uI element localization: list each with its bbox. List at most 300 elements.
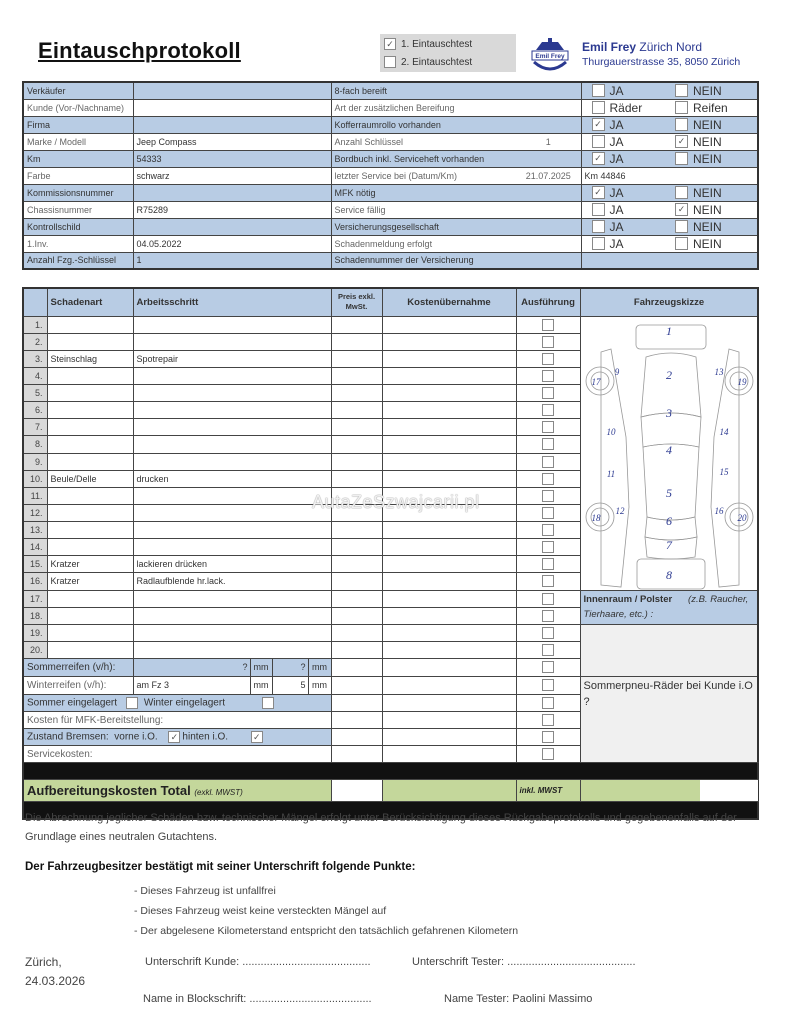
kosten-cell[interactable] (382, 522, 516, 539)
kosten-cell[interactable] (382, 556, 516, 573)
vehicle-field-value[interactable]: Jeep Compass (133, 133, 331, 150)
checkbox-option-1[interactable]: ✓ (592, 186, 605, 199)
arbeitsschritt-cell[interactable] (133, 624, 331, 641)
preis-cell[interactable] (331, 711, 382, 728)
winter-eingelagert-checkbox[interactable] (262, 697, 274, 709)
check-label: Schadennummer der Versicherung (331, 252, 516, 269)
preis-cell[interactable] (331, 539, 382, 556)
sketch-zone-20[interactable]: 20 (737, 512, 746, 523)
row-number: 14. (23, 539, 47, 556)
ausfuehrung-checkbox[interactable] (542, 610, 554, 622)
row-number: 13. (23, 522, 47, 539)
arbeitsschritt-cell[interactable] (133, 419, 331, 436)
kosten-cell[interactable] (382, 711, 516, 728)
option-1[interactable] (592, 237, 661, 251)
schadenart-cell[interactable] (47, 385, 133, 402)
option-1[interactable] (592, 101, 661, 115)
vehicle-field-label: 1.Inv. (23, 235, 133, 252)
disclaimer-paragraph: Die Abrechnung jeglicher Schäden bzw. technischer Mängel erfolgt unter Berücksichtigung dieses Rückgabeprotokolls und gegebenenfalls auf der Grundlage eines neutralen Gutachtens. (25, 812, 737, 843)
sommer-eingelagert-checkbox[interactable] (126, 697, 138, 709)
check-extra (516, 99, 581, 116)
preis-cell[interactable] (331, 436, 382, 453)
sketch-zone-11[interactable]: 11 (606, 468, 615, 479)
preis-cell[interactable] (331, 658, 382, 676)
schadenart-cell[interactable] (47, 402, 133, 419)
check-extra: 1 (516, 133, 581, 150)
checkbox-option-2[interactable]: ✓ (675, 135, 688, 148)
header-skizze: Fahrzeugskizze (580, 288, 758, 316)
unit-label: mm (312, 661, 327, 672)
schadenart-cell[interactable] (47, 436, 133, 453)
ausfuehrung-checkbox[interactable] (542, 593, 554, 605)
damage-row (23, 316, 758, 333)
servicekosten-label: Servicekosten: (23, 746, 331, 763)
arbeitsschritt-cell[interactable] (133, 453, 331, 470)
ausfuehrung-checkbox[interactable] (542, 370, 554, 382)
check-label: Kofferraumrollo vorhanden (331, 116, 516, 133)
schadenart-cell[interactable] (47, 367, 133, 384)
kosten-cell[interactable] (382, 539, 516, 556)
vehicle-field-label: Chassisnummer (23, 201, 133, 218)
header-ausfuehrung: Ausführung (516, 288, 580, 316)
unit-label: mm (312, 679, 327, 690)
check-text-value[interactable] (581, 252, 758, 269)
ausfuehrung-checkbox[interactable] (542, 438, 554, 450)
ausfuehrung-checkbox[interactable] (542, 524, 554, 536)
checkbox-option-1[interactable] (592, 135, 605, 148)
winter-note[interactable]: am Fz 3 (134, 677, 251, 694)
damage-row (23, 624, 758, 641)
row-number: 1. (23, 316, 47, 333)
header-kosten: Kostenübernahme (382, 288, 516, 316)
bremsen-hinten-checkbox[interactable]: ✓ (251, 731, 263, 743)
option-1[interactable] (592, 152, 661, 166)
option-1-label: JA (609, 134, 624, 149)
row-number: 2. (23, 333, 47, 350)
total-kosten (382, 780, 516, 802)
check-extra (516, 218, 581, 235)
arbeitsschritt-cell[interactable]: Radlaufblende hr.lack. (133, 573, 331, 590)
kosten-cell[interactable] (382, 436, 516, 453)
bremsen-vorne-label: vorne i.O. (114, 731, 158, 743)
ausfuehrung-checkbox[interactable] (542, 507, 554, 519)
sketch-zone-3[interactable]: 3 (665, 405, 672, 420)
row-number: 8. (23, 436, 47, 453)
ausfuehrung-checkbox[interactable] (542, 679, 554, 691)
arbeitsschritt-cell[interactable]: Spotrepair (133, 350, 331, 367)
schadenart-cell[interactable]: Kratzer (47, 556, 133, 573)
preis-cell[interactable] (331, 385, 382, 402)
vehicle-field-value[interactable] (133, 184, 331, 201)
ausfuehrung-checkbox[interactable] (542, 404, 554, 416)
checkbox-option-2[interactable] (675, 186, 688, 199)
preis-cell[interactable] (331, 590, 382, 607)
arbeitsschritt-cell[interactable] (133, 641, 331, 658)
total-label: Aufbereitungskosten Total (27, 783, 191, 799)
row-number: 18. (23, 607, 47, 624)
kosten-cell[interactable] (382, 624, 516, 641)
checkbox-option-2[interactable] (675, 101, 688, 114)
row-number: 5. (23, 385, 47, 402)
arbeitsschritt-cell[interactable] (133, 402, 331, 419)
option-1-label: JA (609, 117, 624, 132)
checkbox-option-1[interactable]: ✓ (592, 152, 605, 165)
sketch-zone-7[interactable]: 7 (665, 537, 672, 552)
summary-row (23, 676, 758, 694)
option-2-label: NEIN (693, 83, 722, 98)
ausfuehrung-checkbox[interactable] (542, 644, 554, 656)
schadenart-cell[interactable] (47, 590, 133, 607)
arbeitsschritt-cell[interactable] (133, 367, 331, 384)
unit-label: mm (251, 659, 273, 676)
preis-cell[interactable] (331, 453, 382, 470)
confirmation-heading: Der Fahrzeugbesitzer bestätigt mit seiner Unterschrift folgende Punkte: (25, 861, 416, 873)
kosten-cell[interactable] (382, 453, 516, 470)
preis-cell[interactable] (331, 624, 382, 641)
schadenart-cell[interactable] (47, 419, 133, 436)
ausfuehrung-checkbox[interactable] (542, 336, 554, 348)
vehicle-info-table (22, 81, 759, 270)
sketch-zone-13[interactable]: 13 (714, 366, 723, 377)
schadenart-cell[interactable] (47, 624, 133, 641)
schadenart-cell[interactable] (47, 607, 133, 624)
vehicle-field-value[interactable] (133, 82, 331, 99)
check-extra (516, 150, 581, 167)
sketch-zone-12[interactable]: 12 (615, 505, 624, 516)
preis-cell[interactable] (331, 470, 382, 487)
vehicle-info-row (23, 150, 758, 167)
sketch-zone-15[interactable]: 15 (719, 466, 728, 477)
ausfuehrung-checkbox[interactable] (542, 697, 554, 709)
vehicle-info-row (23, 133, 758, 150)
schadenart-cell[interactable]: Steinschlag (47, 350, 133, 367)
check-extra (516, 252, 581, 269)
sketch-zone-19[interactable]: 19 (737, 376, 746, 387)
sketch-zone-6[interactable]: 6 (665, 513, 672, 528)
option-2[interactable] (675, 135, 754, 149)
option-1-label: JA (609, 83, 624, 98)
preis-cell[interactable] (331, 641, 382, 658)
preis-cell[interactable] (331, 746, 382, 763)
option-2-label: NEIN (693, 236, 722, 251)
checkbox-option-2[interactable] (675, 84, 688, 97)
preis-cell[interactable] (331, 402, 382, 419)
sketch-zone-8[interactable]: 8 (665, 567, 672, 582)
innenraum-heading (580, 590, 758, 624)
sketch-zone-9[interactable]: 9 (614, 366, 619, 377)
total-price-inkl[interactable] (700, 780, 758, 801)
damage-header-row (23, 288, 758, 316)
ausfuehrung-checkbox[interactable] (542, 387, 554, 399)
preis-cell[interactable] (331, 350, 382, 367)
schadenart-cell[interactable] (47, 487, 133, 504)
kosten-cell[interactable] (382, 590, 516, 607)
kosten-cell[interactable] (382, 350, 516, 367)
bemerkungen-field[interactable]: Sommerpneu-Räder bei Kunde i.O ? (580, 676, 758, 762)
vehicle-field-value[interactable]: 1 (133, 252, 331, 269)
total-price-exkl[interactable] (331, 780, 382, 802)
winter-rear-value[interactable]: 5 (273, 677, 309, 694)
sketch-zone-5[interactable]: 5 (665, 485, 672, 500)
check-label: Art der zusätzlichen Bereifung (331, 99, 516, 116)
name-block-letters[interactable]: Name in Blockschrift: ........................................ (143, 993, 372, 1005)
vehicle-field-label: Kontrollschild (23, 218, 133, 235)
sommerreifen-label: Sommerreifen (v/h): (23, 658, 133, 676)
brand-name (582, 40, 702, 54)
option-1-label: JA (609, 151, 624, 166)
ausfuehrung-checkbox[interactable] (542, 714, 554, 726)
sketch-zone-2[interactable]: 2 (665, 367, 672, 382)
ausfuehrung-checkbox[interactable] (542, 558, 554, 570)
arbeitsschritt-cell[interactable] (133, 607, 331, 624)
check-extra (516, 82, 581, 99)
preis-cell[interactable] (331, 367, 382, 384)
schadenart-cell[interactable] (47, 504, 133, 521)
checkbox-option-2[interactable] (675, 118, 688, 131)
sketch-zone-17[interactable]: 17 (591, 376, 600, 387)
arbeitsschritt-cell[interactable] (133, 539, 331, 556)
kosten-cell[interactable] (382, 573, 516, 590)
option-2[interactable] (675, 186, 754, 200)
option-1-label: Räder (609, 100, 643, 115)
vehicle-field-value[interactable]: schwarz (133, 167, 331, 184)
place: Zürich, (25, 955, 62, 969)
check-extra: 21.07.2025 (516, 167, 581, 184)
sketch-zone-4[interactable]: 4 (665, 442, 672, 457)
arbeitsschritt-cell[interactable] (133, 333, 331, 350)
ausfuehrung-checkbox[interactable] (542, 731, 554, 743)
test-option-2-label: 2. Eintauschtest (401, 56, 473, 68)
arbeitsschritt-cell[interactable] (133, 487, 331, 504)
vehicle-field-value[interactable] (133, 218, 331, 235)
ausfuehrung-checkbox[interactable] (542, 473, 554, 485)
preis-cell[interactable] (331, 694, 382, 711)
vehicle-info-row (23, 116, 758, 133)
row-number: 20. (23, 641, 47, 658)
ausfuehrung-checkbox[interactable] (542, 575, 554, 587)
vehicle-field-value[interactable]: R75289 (133, 201, 331, 218)
vehicle-field-label: Km (23, 150, 133, 167)
kosten-cell[interactable] (382, 746, 516, 763)
preis-cell[interactable] (331, 607, 382, 624)
kosten-cell[interactable] (382, 316, 516, 333)
kosten-cell[interactable] (382, 729, 516, 746)
brand-location: Zürich Nord (636, 40, 703, 54)
checkbox-option-1[interactable] (592, 220, 605, 233)
sommer-rear-value[interactable]: ? (273, 659, 309, 676)
check-label: letzter Service bei (Datum/Km) (331, 167, 516, 184)
sommer-front-value[interactable]: ? (134, 659, 251, 676)
kosten-cell[interactable] (382, 333, 516, 350)
ausfuehrung-checkbox[interactable] (542, 541, 554, 553)
checkbox-test-1[interactable]: ✓ (384, 38, 396, 50)
bremsen-vorne-checkbox[interactable]: ✓ (168, 731, 180, 743)
kosten-cell[interactable] (382, 676, 516, 694)
schadenart-cell[interactable] (47, 316, 133, 333)
vehicle-field-value[interactable]: 04.05.2022 (133, 235, 331, 252)
option-2[interactable] (675, 84, 754, 98)
ausfuehrung-checkbox[interactable] (542, 627, 554, 639)
arbeitsschritt-cell[interactable]: lackieren drücken (133, 556, 331, 573)
sketch-zone-14[interactable]: 14 (719, 426, 728, 437)
kosten-cell[interactable] (382, 385, 516, 402)
option-1-label: JA (609, 236, 624, 251)
schadenart-cell[interactable] (47, 641, 133, 658)
ausfuehrung-checkbox[interactable] (542, 319, 554, 331)
check-label: Schadenmeldung erfolgt (331, 235, 516, 252)
option-1[interactable] (592, 220, 661, 234)
option-2[interactable] (675, 101, 754, 115)
arbeitsschritt-cell[interactable] (133, 385, 331, 402)
test-option-1-label: 1. Eintauschtest (401, 38, 473, 50)
kosten-cell[interactable] (382, 402, 516, 419)
vehicle-sketch[interactable] (580, 316, 758, 590)
sketch-zone-16[interactable]: 16 (714, 505, 723, 516)
row-number: 16. (23, 573, 47, 590)
checkbox-test-2[interactable] (384, 56, 396, 68)
option-2[interactable] (675, 118, 754, 132)
signature-tester[interactable]: Unterschrift Tester: .......................................... (412, 956, 636, 968)
option-1-label: JA (609, 185, 624, 200)
inkl-mwst-label: inkl. MWST (516, 780, 580, 802)
brand-bold: Emil Frey (582, 40, 637, 54)
option-1[interactable] (592, 84, 661, 98)
preis-cell[interactable] (331, 419, 382, 436)
kosten-cell[interactable] (382, 419, 516, 436)
divider (23, 763, 758, 780)
preis-cell[interactable] (331, 676, 382, 694)
vehicle-field-label: Farbe (23, 167, 133, 184)
schadenart-cell[interactable] (47, 522, 133, 539)
row-number: 9. (23, 453, 47, 470)
checkbox-option-1[interactable] (592, 84, 605, 97)
check-label: Anzahl Schlüssel (331, 133, 516, 150)
header-arbeitsschritt: Arbeitsschritt (133, 288, 331, 316)
test-option-1[interactable] (384, 38, 472, 50)
kosten-cell[interactable] (382, 658, 516, 676)
vehicle-info-row (23, 218, 758, 235)
arbeitsschritt-cell[interactable] (133, 590, 331, 607)
vehicle-info-row (23, 99, 758, 116)
page-title: Eintauschprotokoll (38, 38, 241, 63)
arbeitsschritt-cell[interactable]: drucken (133, 470, 331, 487)
damage-row (23, 590, 758, 607)
kosten-cell[interactable] (382, 607, 516, 624)
checkbox-option-2[interactable] (675, 220, 688, 233)
check-extra (516, 116, 581, 133)
schadenart-cell[interactable]: Kratzer (47, 573, 133, 590)
option-2[interactable] (675, 220, 754, 234)
schadenart-cell[interactable] (47, 539, 133, 556)
option-1[interactable] (592, 135, 661, 149)
option-2[interactable] (675, 237, 754, 251)
arbeitsschritt-cell[interactable] (133, 316, 331, 333)
option-2-label: NEIN (693, 219, 722, 234)
row-number: 3. (23, 350, 47, 367)
arbeitsschritt-cell[interactable] (133, 504, 331, 521)
ausfuehrung-checkbox[interactable] (542, 661, 554, 673)
kosten-cell[interactable] (382, 641, 516, 658)
kosten-cell[interactable] (382, 694, 516, 711)
vehicle-info-row (23, 235, 758, 252)
bremsen-label: Zustand Bremsen: (27, 731, 109, 743)
signature-customer[interactable]: Unterschrift Kunde: .......................................... (145, 956, 371, 968)
kosten-cell[interactable] (382, 367, 516, 384)
row-number: 15. (23, 556, 47, 573)
innenraum-field[interactable] (580, 624, 758, 676)
option-2-label: NEIN (693, 151, 722, 166)
schadenart-cell[interactable]: Beule/Delle (47, 470, 133, 487)
vehicle-info-row (23, 167, 758, 184)
ausfuehrung-checkbox[interactable] (542, 490, 554, 502)
confirmation-item: - Der abgelesene Kilometerstand entspricht den tatsächlich gefahrenen Kilometern (134, 925, 519, 937)
test-option-2[interactable] (384, 56, 472, 68)
arbeitsschritt-cell[interactable] (133, 436, 331, 453)
car-diagram-icon (581, 317, 757, 590)
checkbox-option-2[interactable] (675, 152, 688, 165)
sketch-zone-1[interactable]: 1 (665, 323, 672, 338)
vehicle-field-value[interactable] (133, 116, 331, 133)
checkbox-option-1[interactable] (592, 203, 605, 216)
checkbox-option-2[interactable]: ✓ (675, 203, 688, 216)
checkbox-option-1[interactable] (592, 237, 605, 250)
row-number: 6. (23, 402, 47, 419)
ausfuehrung-checkbox[interactable] (542, 456, 554, 468)
logo-text: Emil Frey (535, 53, 565, 60)
checkbox-option-1[interactable] (592, 101, 605, 114)
preis-cell[interactable] (331, 556, 382, 573)
schadenart-cell[interactable] (47, 333, 133, 350)
arbeitsschritt-cell[interactable] (133, 522, 331, 539)
check-label: Bordbuch inkl. Serviceheft vorhanden (331, 150, 516, 167)
watermark: AutaZeSzwajcarii.pl (312, 492, 480, 512)
option-1[interactable] (592, 203, 661, 217)
checkbox-option-2[interactable] (675, 237, 688, 250)
option-1[interactable] (592, 186, 661, 200)
schadenart-cell[interactable] (47, 453, 133, 470)
ausfuehrung-checkbox[interactable] (542, 353, 554, 365)
vehicle-field-value[interactable]: 54333 (133, 150, 331, 167)
confirmation-item: - Dieses Fahrzeug weist keine versteckten Mängel auf (134, 905, 387, 917)
option-2[interactable] (675, 203, 754, 217)
sketch-zone-10[interactable]: 10 (606, 426, 615, 437)
total-note: (exkl. MWST) (194, 788, 243, 798)
preis-cell[interactable] (331, 316, 382, 333)
check-label: Versicherungsgesellschaft (331, 218, 516, 235)
vehicle-field-label: Marke / Modell (23, 133, 133, 150)
header-schadenart: Schadenart (47, 288, 133, 316)
ausfuehrung-checkbox[interactable] (542, 748, 554, 760)
sommer-eingelagert-label: Sommer eingelagert (27, 697, 118, 709)
header-preis: Preis exkl. MwSt. (331, 288, 382, 316)
sketch-zone-18[interactable]: 18 (591, 512, 600, 523)
row-number: 19. (23, 624, 47, 641)
preis-cell[interactable] (331, 522, 382, 539)
vehicle-field-value[interactable] (133, 99, 331, 116)
check-text-value[interactable]: Km 44846 (581, 167, 758, 184)
ausfuehrung-checkbox[interactable] (542, 421, 554, 433)
option-1[interactable] (592, 118, 661, 132)
kosten-cell[interactable] (382, 470, 516, 487)
row-number: 4. (23, 367, 47, 384)
preis-cell[interactable] (331, 729, 382, 746)
preis-cell[interactable] (331, 573, 382, 590)
preis-cell[interactable] (331, 333, 382, 350)
option-2[interactable] (675, 152, 754, 166)
checkbox-option-1[interactable]: ✓ (592, 118, 605, 131)
check-label: 8-fach bereift (331, 82, 516, 99)
innenraum-label: Innenraum / Polster (583, 593, 673, 605)
